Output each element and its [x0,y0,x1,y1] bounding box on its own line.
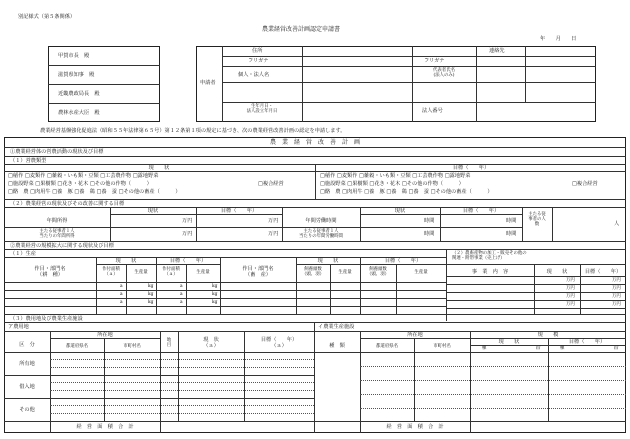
land-facility-title: （３）農用地及び農業生産施設 [10,316,83,322]
complex-checkbox[interactable]: □複合経営 [258,181,284,187]
name-label: 個人・法人名 [238,72,270,78]
type-row-3-target: □酪 農 □肉用牛 □養 豚 □養 鶏 □養 蚕 □その他の畜産（ ） [320,189,493,195]
unit-manyen: 万円 [612,294,621,299]
unit-kg: kg [212,300,218,305]
farming-type-title: （１）営農類型 [10,158,47,164]
farmland-title: ア農用地 [8,324,29,330]
unit-kg: kg [212,292,218,297]
recipient-pref: 滋賀県知事 殿 [58,72,95,78]
applicant-label: 申請者 [200,80,216,86]
unit-hours: 時間 [506,231,517,237]
date-line: 年 月 日 [540,36,577,42]
unit-kg: kg [148,300,154,305]
unit-manyen: 万円 [612,302,621,307]
unit-kg: kg [148,292,154,297]
unit-manyen: 万円 [566,278,575,283]
owned-land-label: 所有地 [19,361,35,367]
facility-city-header: 市町村名 [433,344,451,349]
related-business-title: （２）農畜産物の加工・販売その他の 関連・附帯事業（売上げ） [452,251,527,261]
form-id: 別記様式（第５条関係） [18,14,76,20]
scale-header: 規 模 [537,332,559,338]
unit-hours: 時間 [506,218,517,224]
area-header-target: 作付面積 （ａ） [162,267,180,277]
livestock-current-header: 現 状 [317,258,339,264]
livestock-name-header: 作目・部門名 （畜 産） [242,266,274,278]
unit-are: a [120,300,123,305]
livestock-target-header: 目標（ 年） [384,258,422,264]
unit-are: a [120,292,123,297]
land-category-header: 地 目 [166,338,172,348]
type-target-header: 目標（ 年） [452,165,490,171]
land-target-header: 目標（ 年） （ａ） [260,337,298,349]
unit-hours: 時間 [424,218,435,224]
facility-current-header: 現 状 [498,339,520,345]
yield-header: 生産量 [134,270,148,275]
facility-location-header: 所在地 [407,332,423,338]
business-target-header: 目標（ 年） [584,269,622,275]
unit-are: a [120,284,123,289]
unit-are: a [180,300,183,305]
unit-kg: kg [212,284,218,289]
unit-manyen: 万円 [268,218,279,224]
unit-people: 人 [614,221,620,227]
unit-manyen: 万円 [566,286,575,291]
type-row-2: □施設野菜 □果樹類 □花き・花木 □その他の作物（ ） [8,181,152,187]
recipient-minister: 農林水産大臣 殿 [58,110,100,116]
prefecture-header: 都道府県名 [66,344,88,349]
type-row-1-target: □稲作 □麦類作 □雑穀・いも類・豆類 □工芸農作物 □露地野菜 [320,173,471,179]
livestock-yield-header-target: 生産量 [414,270,428,275]
unit-manyen: 万円 [566,294,575,299]
crop-target-header: 目標（ 年） [169,258,207,264]
livestock-yield-header: 生産量 [338,270,352,275]
hours-per-worker-label: 主たる従事者１人 当たりの年間労働時間 [299,229,343,239]
type-row-2-target: □施設野菜 □果樹類 □花き・花木 □その他の作物（ ） [320,181,464,187]
unit-manyen: 万円 [182,231,193,237]
facility-prefecture-header: 都道府県名 [376,344,398,349]
furigana-label-2: フリガナ [424,58,445,64]
unit-manyen: 万円 [268,231,279,237]
income-current-header: 現状 [147,208,159,214]
contact-label: 連絡先 [489,48,505,54]
crop-current-header: 現 状 [115,258,137,264]
annual-hours-label: 年間労働時間 [305,218,337,224]
type-row-3: □酪 農 □肉用牛 □養 豚 □養 鶏 □養 蚕 □その他の畜産（ ） [8,189,181,195]
form-title: 農業経営改善計画認定申請書 [262,26,341,33]
land-total-label: 経 営 面 積 合 計 [76,424,134,430]
recipient-city: 甲賀市長 殿 [58,53,90,59]
unit-hours: 時間 [424,231,435,237]
income-per-worker-label: 主たる従事者１人 当たりの年間所得 [39,229,75,239]
furigana-label: フリガナ [248,58,269,64]
rep-label: 代表者氏名 (法人のみ) [433,68,455,78]
heads-header-target: 飼養頭数 （頭、羽） [367,267,389,277]
business-current-header: 現 状 [546,269,568,275]
improvement-title: （２）農業経営の現状及びその改善に関する目標 [10,201,125,207]
facility-target-header: 目標（ 年） [568,339,606,345]
unit-sqm: ㎡ [536,346,541,351]
income-target-header: 目標（ 年） [220,208,258,214]
city-header: 市町村名 [123,344,141,349]
annual-income-label: 年間所得 [46,218,68,224]
corp-no-label: 法人番号 [422,108,443,114]
hours-target-header: 目標（ 年） [462,208,500,214]
type-current-header: 現 状 [148,165,170,171]
facility-type-header: 種 類 [329,343,345,349]
workers-label: 主たる従 事者の人 数 [528,212,546,227]
unit-are: a [180,284,183,289]
recipient-bureau: 近畿農政局長 殿 [58,91,100,97]
unit-sqm: ㎡ [614,346,619,351]
division-header: 区 分 [19,342,35,348]
unit-buildings: 棟 [482,346,487,351]
heads-header: 飼養頭数 （頭、羽） [302,267,324,277]
plan-header: 農 業 経 営 改 善 計 画 [269,139,360,146]
location-header: 所在地 [97,332,113,338]
section-1-title: ①農業経営体の営農活動の現状及び目標 [10,149,104,155]
unit-buildings: 棟 [560,346,565,351]
area-header: 作付面積 （ａ） [102,267,120,277]
other-land-label: その他 [19,407,35,413]
unit-are: a [180,292,183,297]
address-label: 住所 [252,48,263,54]
leased-land-label: 借入地 [19,384,35,390]
complex-checkbox-target[interactable]: □複合経営 [572,181,598,187]
facility-total-label: 経 営 面 積 合 計 [386,424,444,430]
dob-label: 生年月日・ 法人設立年月日 [246,104,278,114]
crop-name-header: 作目・部門名 （耕 種） [34,266,66,278]
unit-kg: kg [148,284,154,289]
land-current-header: 現 状 （ａ） [203,337,219,349]
unit-manyen: 万円 [182,218,193,224]
yield-header-target: 生産量 [196,270,210,275]
unit-manyen: 万円 [612,286,621,291]
business-content-header: 事 業 内 容 [471,269,509,275]
facility-title: イ農業生産施設 [318,324,355,330]
production-title: （１）生産 [10,251,36,257]
section-2-title: ②農業経営の規模拡大に関する現状及び目標 [10,243,114,249]
hours-current-header: 現状 [394,208,406,214]
unit-manyen: 万円 [612,278,621,283]
unit-manyen: 万円 [566,302,575,307]
preamble: 農業経営基盤強化促進法（昭和５５年法律第６５号）第１２条第１項の規定に基づき、次の農業経営改善計画の認定を申請します。 [40,128,346,134]
type-row-1: □稲作 □麦類作 □雑穀・いも類・豆類 □工芸農作物 □露地野菜 [8,173,159,179]
